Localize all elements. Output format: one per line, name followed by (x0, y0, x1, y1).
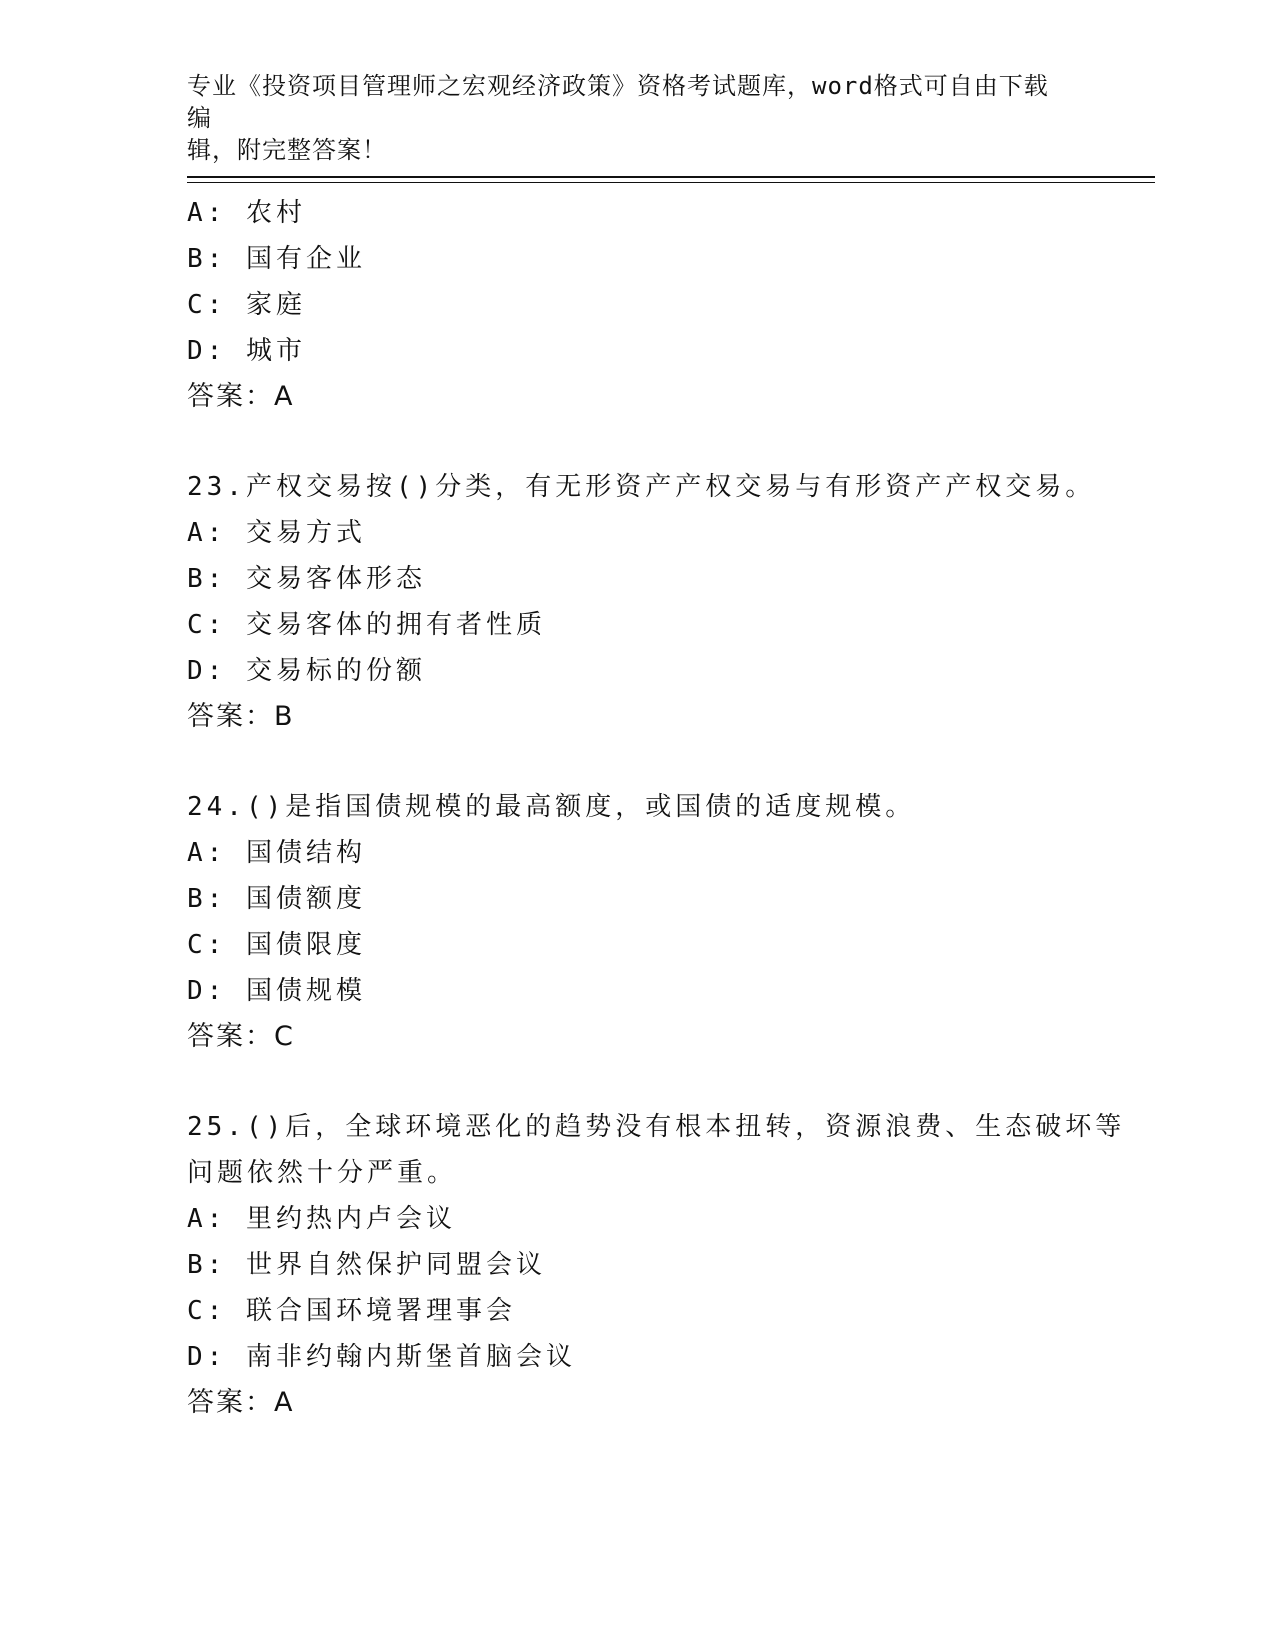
header-divider-thin (187, 182, 1155, 183)
document-header (187, 70, 1067, 166)
option-a: A: 里约热内卢会议 (187, 1204, 456, 1234)
option-c: C: 国债限度 (187, 930, 366, 960)
question-25 (187, 1104, 1126, 1426)
option-b: B: 国债额度 (187, 884, 366, 914)
spacer (187, 1060, 1087, 1104)
header-line-2: 辑，附完整答案！ (187, 136, 387, 164)
option-a: A: 农村 (187, 198, 306, 228)
header-line-1: 专业《投资项目管理师之宏观经济政策》资格考试题库，word格式可自由下载编 (187, 72, 1049, 132)
spacer (187, 740, 1087, 784)
header-divider-thick (187, 176, 1155, 178)
option-b: B: 世界自然保护同盟会议 (187, 1250, 546, 1280)
question-text: 23.产权交易按()分类，有无形资产产权交易与有形资产产权交易。 (187, 472, 1096, 502)
option-d: D: 交易标的份额 (187, 656, 426, 686)
option-b: B: 交易客体形态 (187, 564, 426, 594)
option-a: A: 国债结构 (187, 838, 366, 868)
answer-line: 答案：A (187, 381, 295, 412)
option-d: D: 南非约翰内斯堡首脑会议 (187, 1342, 576, 1372)
answer-line: 答案：A (187, 1387, 295, 1418)
question-23 (187, 464, 1096, 740)
question-22 (187, 190, 1087, 420)
option-b: B: 国有企业 (187, 244, 366, 274)
option-d: D: 城市 (187, 336, 306, 366)
question-text: 24.()是指国债规模的最高额度，或国债的适度规模。 (187, 792, 916, 822)
spacer (187, 420, 1087, 464)
option-d: D: 国债规模 (187, 976, 366, 1006)
option-c: C: 联合国环境署理事会 (187, 1296, 516, 1326)
question-text-line-1: 25.()后，全球环境恶化的趋势没有根本扭转，资源浪费、生态破坏等 (187, 1112, 1126, 1142)
option-c: C: 家庭 (187, 290, 306, 320)
question-list (187, 190, 1126, 1426)
answer-line: 答案：B (187, 701, 295, 732)
option-a: A: 交易方式 (187, 518, 366, 548)
option-c: C: 交易客体的拥有者性质 (187, 610, 546, 640)
question-text-line-2: 问题依然十分严重。 (187, 1158, 458, 1188)
answer-line: 答案：C (187, 1021, 295, 1052)
question-24 (187, 784, 1087, 1060)
